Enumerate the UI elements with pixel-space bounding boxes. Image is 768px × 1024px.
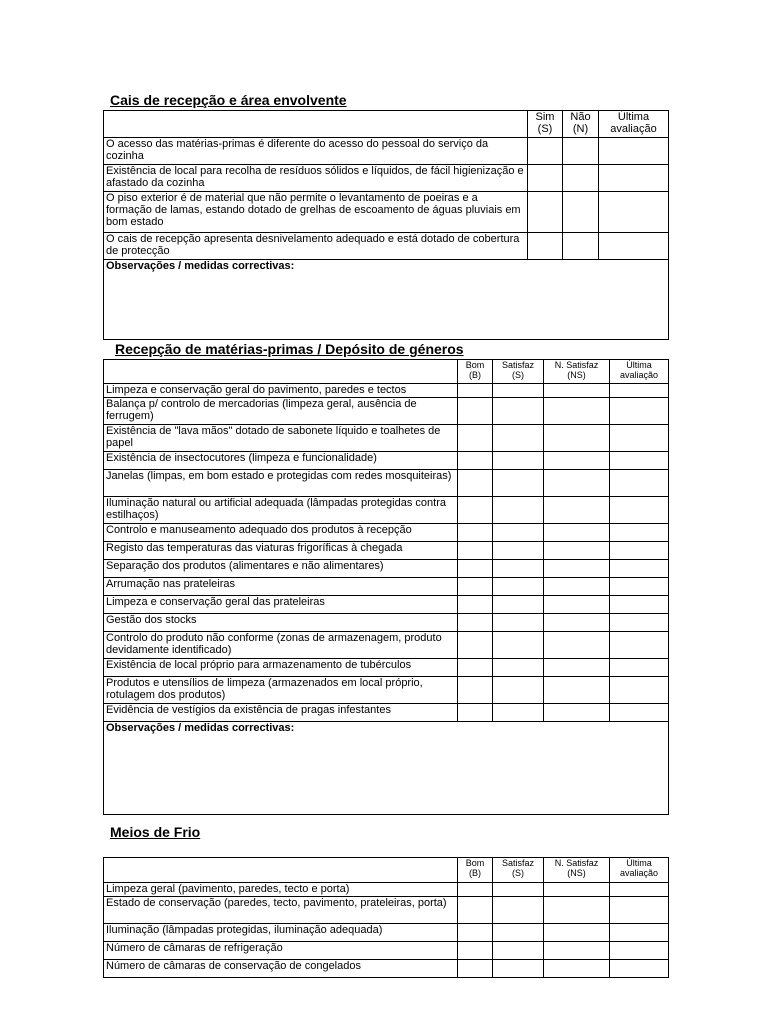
check-cell[interactable] <box>610 470 669 497</box>
table-row <box>104 960 669 978</box>
check-cell[interactable] <box>610 924 669 942</box>
check-cell[interactable] <box>563 192 599 233</box>
check-cell[interactable] <box>528 165 563 192</box>
check-cell[interactable] <box>544 883 610 897</box>
check-cell[interactable] <box>563 233 599 260</box>
check-cell[interactable] <box>610 632 669 659</box>
check-cell[interactable] <box>458 704 493 722</box>
check-cell[interactable] <box>493 425 544 452</box>
row-label: Número de câmaras de conservação de congelados <box>104 960 458 978</box>
table-row <box>104 897 669 924</box>
observations-field[interactable]: Observações / medidas correctivas: <box>104 722 669 815</box>
check-cell[interactable] <box>528 192 563 233</box>
row-label: Gestão dos stocks <box>104 614 458 632</box>
check-cell[interactable] <box>599 138 669 165</box>
check-cell[interactable] <box>493 659 544 677</box>
row-label: Número de câmaras de refrigeração <box>104 942 458 960</box>
table-row <box>104 659 669 677</box>
col-header-satisfaz: Satisfaz (S) <box>493 360 544 384</box>
check-cell[interactable] <box>458 883 493 897</box>
check-cell[interactable] <box>493 384 544 398</box>
row-label: Controlo e manuseamento adequado dos produtos à recepção <box>104 524 458 542</box>
check-cell[interactable] <box>599 192 669 233</box>
check-cell[interactable] <box>610 704 669 722</box>
header-blank <box>104 858 458 883</box>
col-header-bom: Bom (B) <box>458 360 493 384</box>
check-cell[interactable] <box>458 560 493 578</box>
check-cell[interactable] <box>493 452 544 470</box>
col-header-n-satisfaz: N. Satisfaz (NS) <box>544 360 610 384</box>
check-cell[interactable] <box>610 897 669 924</box>
table-row <box>104 596 669 614</box>
table-row <box>104 704 669 722</box>
check-cell[interactable] <box>458 632 493 659</box>
check-cell[interactable] <box>610 524 669 542</box>
check-cell[interactable] <box>458 398 493 425</box>
check-cell[interactable] <box>610 960 669 978</box>
section-title-recepcao: Recepção de matérias-primas / Depósito de géneros <box>115 341 464 357</box>
check-cell[interactable] <box>544 542 610 560</box>
row-label: Arrumação nas prateleiras <box>104 578 458 596</box>
check-cell[interactable] <box>493 596 544 614</box>
check-cell[interactable] <box>610 542 669 560</box>
check-cell[interactable] <box>458 384 493 398</box>
check-cell[interactable] <box>493 578 544 596</box>
row-label: Iluminação natural ou artificial adequada (lâmpadas protegidas contra estilhaços) <box>104 497 458 524</box>
check-cell[interactable] <box>544 470 610 497</box>
row-label: Evidência de vestígios da existência de pragas infestantes <box>104 704 458 722</box>
check-cell[interactable] <box>610 659 669 677</box>
header-blank <box>104 111 528 138</box>
check-cell[interactable] <box>544 614 610 632</box>
table-row <box>104 614 669 632</box>
check-cell[interactable] <box>458 425 493 452</box>
checklist-table-recepcao <box>103 359 669 815</box>
table-row <box>104 452 669 470</box>
check-cell[interactable] <box>544 924 610 942</box>
row-label: Registo das temperaturas das viaturas frigoríficas à chegada <box>104 542 458 560</box>
check-cell[interactable] <box>458 497 493 524</box>
row-label: O cais de recepção apresenta desnivelamento adequado e está dotado de cobertura de protecção <box>104 233 528 260</box>
table-row <box>104 632 669 659</box>
section-title-meios-frio: Meios de Frio <box>110 824 201 840</box>
check-cell[interactable] <box>610 883 669 897</box>
check-cell[interactable] <box>544 960 610 978</box>
check-cell[interactable] <box>493 614 544 632</box>
check-cell[interactable] <box>610 677 669 704</box>
check-cell[interactable] <box>493 632 544 659</box>
check-cell[interactable] <box>493 704 544 722</box>
check-cell[interactable] <box>493 470 544 497</box>
check-cell[interactable] <box>599 165 669 192</box>
table-row <box>104 192 669 233</box>
check-cell[interactable] <box>493 497 544 524</box>
row-label: Janelas (limpas, em bom estado e protegidas com redes mosquiteiras) <box>104 470 458 497</box>
table-row <box>104 578 669 596</box>
table-row <box>104 425 669 452</box>
check-cell[interactable] <box>493 883 544 897</box>
section-title-cais: Cais de recepção e área envolvente <box>110 92 347 108</box>
check-cell[interactable] <box>493 942 544 960</box>
check-cell[interactable] <box>493 897 544 924</box>
row-label: O acesso das matérias-primas é diferente do acesso do pessoal do serviço da cozinha <box>104 138 528 165</box>
check-cell[interactable] <box>544 524 610 542</box>
check-cell[interactable] <box>544 942 610 960</box>
row-label: Separação dos produtos (alimentares e não alimentares) <box>104 560 458 578</box>
check-cell[interactable] <box>544 497 610 524</box>
check-cell[interactable] <box>493 924 544 942</box>
col-header-nao: Não (N) <box>563 111 599 138</box>
check-cell[interactable] <box>458 578 493 596</box>
check-cell[interactable] <box>563 165 599 192</box>
check-cell[interactable] <box>544 897 610 924</box>
check-cell[interactable] <box>544 560 610 578</box>
check-cell[interactable] <box>458 659 493 677</box>
check-cell[interactable] <box>610 425 669 452</box>
check-cell[interactable] <box>599 233 669 260</box>
check-cell[interactable] <box>458 470 493 497</box>
table-row <box>104 470 669 497</box>
col-header-satisfaz: Satisfaz (S) <box>493 858 544 883</box>
checklist-table-meios-frio <box>103 857 669 978</box>
row-label: Balança p/ controlo de mercadorias (limpeza geral, ausência de ferrugem) <box>104 398 458 425</box>
check-cell[interactable] <box>458 614 493 632</box>
check-cell[interactable] <box>544 398 610 425</box>
check-cell[interactable] <box>493 542 544 560</box>
row-label: Existência de insectocutores (limpeza e funcionalidade) <box>104 452 458 470</box>
row-label: Iluminação (lâmpadas protegidas, iluminação adequada) <box>104 924 458 942</box>
check-cell[interactable] <box>493 524 544 542</box>
check-cell[interactable] <box>493 960 544 978</box>
check-cell[interactable] <box>528 233 563 260</box>
check-cell[interactable] <box>458 524 493 542</box>
table-row <box>104 398 669 425</box>
check-cell[interactable] <box>458 942 493 960</box>
check-cell[interactable] <box>610 452 669 470</box>
check-cell[interactable] <box>610 578 669 596</box>
check-cell[interactable] <box>544 596 610 614</box>
check-cell[interactable] <box>528 138 563 165</box>
row-label: Limpeza geral (pavimento, paredes, tecto e porta) <box>104 883 458 897</box>
table-row <box>104 497 669 524</box>
table-row <box>104 542 669 560</box>
table-row <box>104 233 669 260</box>
check-cell[interactable] <box>610 596 669 614</box>
check-cell[interactable] <box>458 596 493 614</box>
row-label: Existência de local para recolha de resíduos sólidos e líquidos, de fácil higienização e afastado da cozinha <box>104 165 528 192</box>
table-row <box>104 524 669 542</box>
check-cell[interactable] <box>544 384 610 398</box>
check-cell[interactable] <box>493 677 544 704</box>
check-cell[interactable] <box>544 677 610 704</box>
row-label: O piso exterior é de material que não permite o levantamento de poeiras e a formação de lamas, estando dotado de grelhas de escoamento de águas pluviais em bom estado <box>104 192 528 233</box>
table-row <box>104 924 669 942</box>
table-row <box>104 942 669 960</box>
row-label: Existência de "lava mãos" dotado de sabonete líquido e toalhetes de papel <box>104 425 458 452</box>
check-cell[interactable] <box>563 138 599 165</box>
row-label: Limpeza e conservação geral das prateleiras <box>104 596 458 614</box>
check-cell[interactable] <box>544 659 610 677</box>
row-label: Estado de conservação (paredes, tecto, pavimento, prateleiras, porta) <box>104 897 458 924</box>
col-header-ultima: Última avaliação <box>599 111 669 138</box>
header-blank <box>104 360 458 384</box>
table-row <box>104 883 669 897</box>
check-cell[interactable] <box>458 897 493 924</box>
check-cell[interactable] <box>610 384 669 398</box>
check-cell[interactable] <box>493 398 544 425</box>
check-cell[interactable] <box>610 942 669 960</box>
check-cell[interactable] <box>610 497 669 524</box>
observations-field[interactable]: Observações / medidas correctivas: <box>104 260 669 340</box>
table-row <box>104 138 669 165</box>
table-row <box>104 560 669 578</box>
check-cell[interactable] <box>544 452 610 470</box>
check-cell[interactable] <box>544 704 610 722</box>
check-cell[interactable] <box>610 614 669 632</box>
checklist-table-cais <box>103 110 669 340</box>
check-cell[interactable] <box>458 452 493 470</box>
row-label: Controlo do produto não conforme (zonas de armazenagem, produto devidamente identificado) <box>104 632 458 659</box>
col-header-sim: Sim (S) <box>528 111 563 138</box>
check-cell[interactable] <box>458 677 493 704</box>
col-header-n-satisfaz: N. Satisfaz (NS) <box>544 858 610 883</box>
col-header-bom: Bom (B) <box>458 858 493 883</box>
row-label: Existência de local próprio para armazenamento de tubérculos <box>104 659 458 677</box>
check-cell[interactable] <box>493 560 544 578</box>
check-cell[interactable] <box>544 425 610 452</box>
table-row <box>104 677 669 704</box>
row-label: Limpeza e conservação geral do pavimento, paredes e tectos <box>104 384 458 398</box>
check-cell[interactable] <box>458 542 493 560</box>
col-header-ultima: Última avaliação <box>610 858 669 883</box>
check-cell[interactable] <box>610 560 669 578</box>
check-cell[interactable] <box>458 924 493 942</box>
table-row <box>104 165 669 192</box>
check-cell[interactable] <box>458 960 493 978</box>
check-cell[interactable] <box>610 398 669 425</box>
row-label: Produtos e utensílios de limpeza (armazenados em local próprio, rotulagem dos produtos) <box>104 677 458 704</box>
check-cell[interactable] <box>544 632 610 659</box>
table-row <box>104 384 669 398</box>
col-header-ultima: Última avaliação <box>610 360 669 384</box>
check-cell[interactable] <box>544 578 610 596</box>
